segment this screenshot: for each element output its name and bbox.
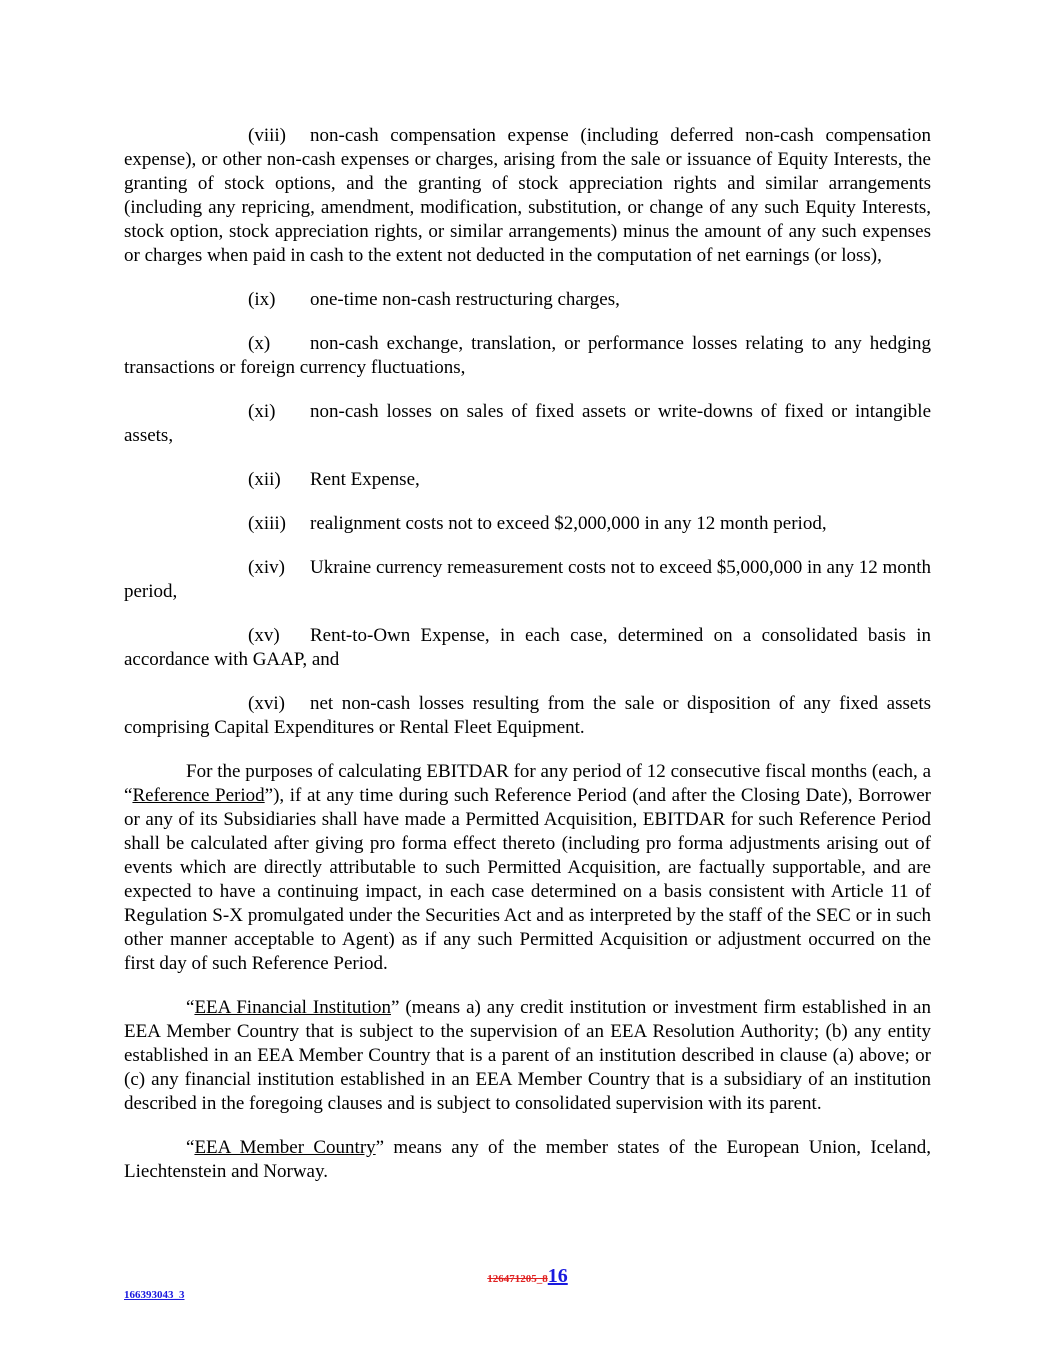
clause-ix xyxy=(124,288,931,312)
clause-number: (xii) xyxy=(248,469,281,490)
clause-text: non-cash exchange, translation, or performance losses relating to any hedging transactions or foreign currency fluctuations, xyxy=(124,333,931,378)
clause-xiii xyxy=(124,512,931,536)
clause-number: (x) xyxy=(248,333,271,354)
reference-period-paragraph: For the purposes of calculating EBITDAR for any period of 12 consecutive fiscal months (each, a “Reference Period”), if at any time during such Reference Period (and after the Closing Date), Borrower or any of its Subsidiaries shall have made a Permitted Acquisition, EBITDAR for such Reference Period shall be calculated after giving pro forma effect thereto (including pro forma adjustments arising out of events which are directly attributable to such Permitted Acquisition, are factually supportable, and are expected to have a continuing impact, in each case determined on a basis consistent with Article 11 of Regulation S-X promulgated under the Securities Act and as interpreted by the staff of the SEC or in such other manner acceptable to Agent) as if any such Permitted Acquisition or adjustment occurred on the first day of such Reference Period. xyxy=(124,761,931,974)
clause-number: (viii) xyxy=(248,125,286,146)
clause-x xyxy=(124,332,931,380)
clause-text: non-cash compensation expense (including deferred non-cash compensation expense), or other non-cash expenses or charges, arising from the sale or issuance of Equity Interests, the granting of stock options, and the granting of stock appreciation rights and similar arrangements (including any repricing, amendment, modification, substitution, or change of any such Equity Interests, stock option, stock appreciation rights, or similar arrangements) minus the amount of any such expenses or charges when paid in cash to the extent not deducted in the computation of net earnings (or loss), xyxy=(124,125,931,266)
clause-xv xyxy=(124,624,931,672)
clause-number: (xvi) xyxy=(248,693,285,714)
clause-number: (ix) xyxy=(248,289,276,310)
defined-term-eea-member-country: EEA Member Country xyxy=(194,1137,376,1158)
clause-viii xyxy=(124,124,931,268)
clause-text: one-time non-cash restructuring charges, xyxy=(310,289,620,310)
clause-text: non-cash losses on sales of fixed assets or write-downs of fixed or intangible assets, xyxy=(124,401,931,446)
clause-xiv xyxy=(124,556,931,604)
clause-text: realignment costs not to exceed $2,000,000 in any 12 month period, xyxy=(310,513,827,534)
clause-text: Ukraine currency remeasurement costs not to exceed $5,000,000 in any 12 month period, xyxy=(124,557,932,602)
clause-text: Rent-to-Own Expense, in each case, determined on a consolidated basis in accordance with GAAP, and xyxy=(124,625,931,670)
document-id: 166393043_3 xyxy=(124,1289,185,1301)
deleted-page-ref: 126471205_8 xyxy=(487,1273,548,1285)
defined-term-reference-period: Reference Period xyxy=(132,785,265,806)
page-footer xyxy=(0,1264,1055,1291)
clause-number: (xiii) xyxy=(248,513,286,534)
eea-member-country-definition: “EEA Member Country” means any of the member states of the European Union, Iceland, Liechtenstein and Norway. xyxy=(124,1137,931,1182)
clause-xvi xyxy=(124,692,931,740)
clause-xi xyxy=(124,400,931,448)
clause-number: (xv) xyxy=(248,625,280,646)
clause-number: (xiv) xyxy=(248,557,285,578)
eea-financial-institution-definition: “EEA Financial Institution” (means a) any credit institution or investment firm established in an EEA Member Country that is subject to the supervision of an EEA Resolution Authority; (b) any entity established in an EEA Member Country that is a parent of an institution described in clause (a) above; or (c) any financial institution established in an EEA Member Country that is a subsidiary of an institution described in the foregoing clauses and is subject to consolidated supervision with its parent. xyxy=(124,997,931,1114)
clause-xii xyxy=(124,468,931,492)
defined-term-eea-financial-institution: EEA Financial Institution xyxy=(194,997,391,1018)
clause-text: net non-cash losses resulting from the sale or disposition of any fixed assets comprising Capital Expenditures or Rental Fleet Equipment. xyxy=(124,693,931,738)
clause-text: Rent Expense, xyxy=(310,469,420,490)
page-number: 16 xyxy=(547,1265,568,1287)
clause-number: (xi) xyxy=(248,401,276,422)
document-body xyxy=(124,124,931,1184)
